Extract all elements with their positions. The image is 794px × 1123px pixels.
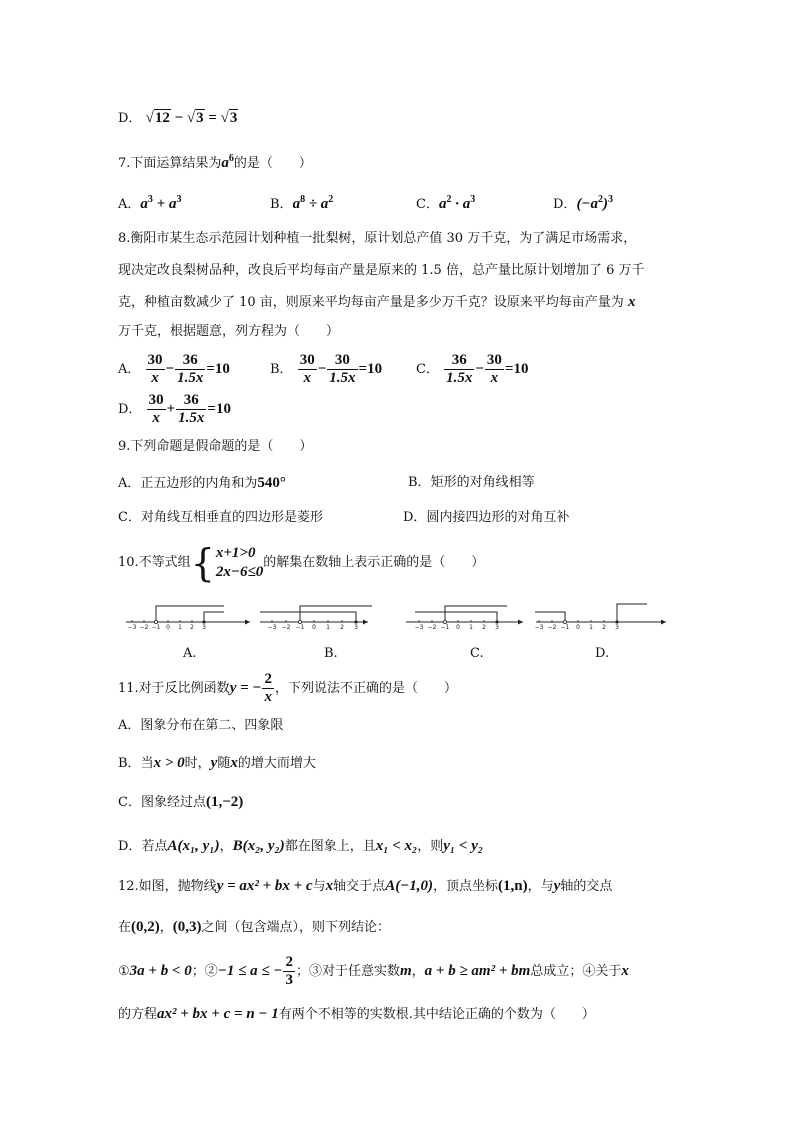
closed-endpoint xyxy=(615,620,618,623)
number-line-tick-label: 2 xyxy=(340,624,344,631)
q12-line-3: ①3a + b < 0；②−1 ≤ a ≤ − $\frac{2}{3}$ ；③对于任意实数m，a + b ≥ am² + bm总成立；④关于x xyxy=(118,954,629,988)
number-line-tick-label: −2 xyxy=(281,624,291,631)
number-line-tick-label: 1 xyxy=(589,624,593,631)
number-line-tick-label: −3 xyxy=(534,624,544,631)
q7-option-c: C．$a^2 \cdot a^3$ xyxy=(416,194,476,212)
open-endpoint xyxy=(154,620,157,623)
number-line-tick-label: −3 xyxy=(127,624,137,631)
number-line-tick-label: −3 xyxy=(267,624,277,631)
q8-option-a: A． $\frac{30}{x}$ − $\frac{36}{1.5x}$ =10 xyxy=(118,352,230,386)
number-line-tick-label: 0 xyxy=(312,624,316,631)
closed-endpoint xyxy=(354,620,357,623)
q9-option-d: D．圆内接四边形的对角互补 xyxy=(403,510,570,525)
solution-set-bracket xyxy=(535,604,647,622)
number-line-arrow xyxy=(363,620,368,625)
number-line-tick-label: −1 xyxy=(440,624,450,631)
number-line-tick-label: −2 xyxy=(139,624,149,631)
q10-stem: 10.不等式组{ x+1>0 2x−6≤0 的解集在数轴上表示正确的是（ ） xyxy=(118,540,485,585)
open-endpoint xyxy=(443,620,446,623)
q11-stem: 11.对于反比例函数y = − $\frac{2}{x}$ ，下列说法不正确的是（ ） xyxy=(118,671,457,705)
q8-stem-line-1: 8.衡阳市某生态示范园计划种植一批梨树，原计划总产值 30 万千克，为了满足市场需求， xyxy=(118,231,637,246)
number-line-arrow xyxy=(518,620,523,625)
open-endpoint xyxy=(563,620,566,623)
number-line-tick-label: −3 xyxy=(414,624,424,631)
solution-set-bracket xyxy=(260,606,372,622)
q10-number-lines xyxy=(118,598,678,634)
q11-option-c: C．图象经过点(1,−2) xyxy=(118,794,244,810)
solution-set-bracket xyxy=(415,606,507,622)
number-line-tick-label: 2 xyxy=(602,624,606,631)
number-line-tick-label: −2 xyxy=(427,624,437,631)
number-line-arrow xyxy=(245,620,250,625)
number-line-tick-label: 1 xyxy=(178,624,182,631)
q8-stem-line-2: 现决定改良梨树品种，改良后平均每亩产量是原来的 1.5 倍，总产量比原计划增加了 6 万千 xyxy=(118,263,645,278)
q6-option-d xyxy=(118,108,238,129)
q8-option-d: D． $\frac{30}{x}$ + $\frac{36}{1.5x}$ =10 xyxy=(118,392,231,426)
number-line-tick-label: 1 xyxy=(469,624,473,631)
q12-line-2: 在(0,2)，(0,3)之间（包含端点），则下列结论： xyxy=(118,919,391,935)
q8-stem-line-3: 克，种植亩数减少了 10 亩，则原来平均每亩产量是多少万千克？设原来平均每亩产量为 x xyxy=(118,294,636,310)
solution-set-bracket xyxy=(156,606,224,622)
number-line-arrow xyxy=(661,620,666,625)
open-endpoint xyxy=(298,620,301,623)
number-line-tick-label: 1 xyxy=(326,624,330,631)
q10-option-a-label: A. xyxy=(183,646,197,661)
q10-option-d-label: D. xyxy=(595,646,610,661)
q7-option-a: A．$a^3 + a^3$ xyxy=(118,194,182,212)
q7-option-b: B．$a^8 \div a^2$ xyxy=(270,194,334,212)
inequality-system: x+1>0 2x−6≤0 xyxy=(215,544,264,580)
q11-option-d: D．若点A(x₁, y₁)，B(x₂, y₂)都在图象上，且x₁ < x₂，则y₁ < y₂ xyxy=(118,838,484,854)
closed-endpoint xyxy=(495,620,498,623)
q6-d-math: √12 − √3 = √3 xyxy=(145,110,238,126)
q8-stem-line-4: 万千克，根据题意，列方程为（ ） xyxy=(118,324,340,339)
q10-option-b-label: B. xyxy=(324,646,338,661)
q7-target: $a^6$ xyxy=(221,153,234,171)
number-line-tick-label: 3 xyxy=(615,624,619,631)
option-label: D． xyxy=(118,111,142,126)
q12-line-4: 的方程ax² + bx + c = n − 1有两个不相等的实数根.其中结论正确的个数为（ ） xyxy=(118,1006,595,1022)
q11-option-a: A．图象分布在第二、四象限 xyxy=(118,718,284,733)
q7-option-d: D．$(-a^2)^3$ xyxy=(553,194,614,212)
q9-stem: 9.下列命题是假命题的是（ ） xyxy=(118,439,313,454)
q11-option-b: B．当x > 0时，y随x的增大而增大 xyxy=(118,755,316,771)
q8-option-b: B． $\frac{30}{x}$ − $\frac{30}{1.5x}$ =10 xyxy=(270,352,383,386)
q12-line-1: 12.如图，抛物线y = ax² + bx + c与x轴交于点A(−1,0)，顶点坐标(1,n)，与y轴的交点 xyxy=(118,878,613,894)
number-line-tick-label: 3 xyxy=(354,624,358,631)
number-line-tick-label: −1 xyxy=(151,624,161,631)
number-line-tick-label: 3 xyxy=(495,624,499,631)
closed-endpoint xyxy=(202,620,205,623)
q10-option-c-label: C. xyxy=(470,646,484,661)
number-line-tick-label: −2 xyxy=(547,624,557,631)
number-line-tick-label: 0 xyxy=(456,624,460,631)
q9-option-a: A．正五边形的内角和为540° xyxy=(118,475,286,491)
q9-option-b: B．矩形的对角线相等 xyxy=(408,475,535,490)
number-line-tick-label: −1 xyxy=(295,624,305,631)
number-line-tick-label: 0 xyxy=(166,624,170,631)
number-line-tick-label: 0 xyxy=(576,624,580,631)
q9-option-c: C．对角线互相垂直的四边形是菱形 xyxy=(118,510,323,525)
number-line-tick-label: 3 xyxy=(202,624,206,631)
q8-option-c: C． $\frac{36}{1.5x}$ − $\frac{30}{x}$ =10 xyxy=(416,352,529,386)
number-line-tick-label: −1 xyxy=(560,624,570,631)
number-line-tick-label: 2 xyxy=(190,624,194,631)
q7-stem: 7.下面运算结果为$a^6$的是（ ） xyxy=(118,153,312,171)
number-line-tick-label: 2 xyxy=(482,624,486,631)
